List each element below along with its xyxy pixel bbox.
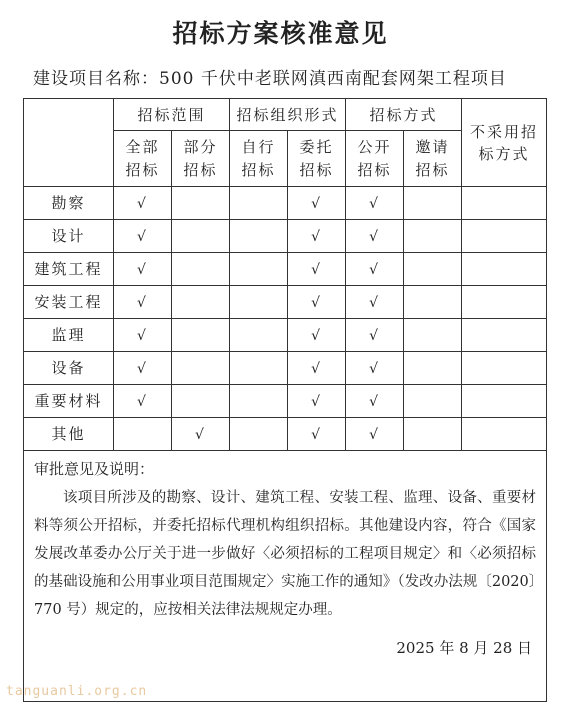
subheader-cell [114, 131, 172, 187]
check-cell [114, 286, 172, 319]
check-cell [172, 319, 230, 352]
checkmark: √ [311, 195, 322, 212]
checkmark: √ [311, 294, 322, 311]
check-cell [230, 220, 288, 253]
subheader-invited: 邀请招标 [415, 137, 450, 179]
checkmark: √ [137, 294, 148, 311]
checkmark: √ [311, 261, 322, 278]
opinion-body: 该项目所涉及的勘察、设计、建筑工程、安装工程、监理、设备、重要材料等须公开招标，并委托招标代理机构组织招标。其他建设内容，符合《国家发展改革委办公厅关于进一步做好〈必须招标的工程项目规定〉和〈必须招标的基础设施和公用事业项目范围规定〉实施工作的通知》（发改办法规〔2020〕770 号）规定的，应按相关法律法规规定办理。 [34, 490, 537, 618]
subheader-cell [230, 131, 288, 187]
header-row-1 [24, 99, 547, 131]
check-cell [288, 286, 346, 319]
check-cell [114, 418, 172, 451]
checkmark: √ [311, 360, 322, 377]
table-row [24, 385, 547, 418]
checkmark: √ [137, 393, 148, 410]
subheader-open: 公开招标 [357, 137, 392, 179]
table-row [24, 319, 547, 352]
checkmark: √ [369, 228, 380, 245]
table-row [24, 187, 547, 220]
opinion-cell [24, 451, 547, 702]
row-label: 设备 [24, 352, 114, 385]
check-cell [404, 319, 462, 352]
check-cell [346, 286, 404, 319]
checkmark: √ [137, 195, 148, 212]
check-cell [404, 352, 462, 385]
check-cell [230, 286, 288, 319]
check-cell [172, 286, 230, 319]
check-cell [114, 319, 172, 352]
opinion-label: 审批意见及说明： [34, 460, 155, 478]
checkmark: √ [369, 261, 380, 278]
subheader-cell [288, 131, 346, 187]
subheader-cell [346, 131, 404, 187]
checkmark: √ [369, 294, 380, 311]
checkmark: √ [369, 327, 380, 344]
subheader-cell [404, 131, 462, 187]
table-row [24, 418, 547, 451]
subheader-full: 全部招标 [125, 137, 160, 179]
row-label: 设计 [24, 220, 114, 253]
row-label: 勘察 [24, 187, 114, 220]
checkmark: √ [311, 393, 322, 410]
check-cell [172, 385, 230, 418]
check-cell [288, 352, 346, 385]
check-cell [288, 319, 346, 352]
row-label: 建筑工程 [24, 253, 114, 286]
subheader-cell [172, 131, 230, 187]
check-cell [230, 253, 288, 286]
check-cell [346, 418, 404, 451]
header-no-bidding-text: 不采用招标方式 [470, 122, 539, 163]
checkmark: √ [195, 426, 206, 443]
checkmark: √ [137, 327, 148, 344]
check-cell [462, 253, 547, 286]
table-row [24, 220, 547, 253]
check-cell [404, 286, 462, 319]
approval-table [23, 98, 547, 702]
row-label: 监理 [24, 319, 114, 352]
check-cell [404, 187, 462, 220]
check-cell [114, 220, 172, 253]
check-cell [346, 352, 404, 385]
check-cell [172, 253, 230, 286]
checkmark: √ [369, 360, 380, 377]
check-cell [230, 319, 288, 352]
check-cell [346, 319, 404, 352]
subheader-self: 自行招标 [241, 137, 276, 179]
opinion-row [24, 451, 547, 702]
table-row [24, 352, 547, 385]
table-row [24, 286, 547, 319]
check-cell [462, 352, 547, 385]
check-cell [462, 319, 547, 352]
check-cell [230, 352, 288, 385]
check-cell [172, 418, 230, 451]
watermark: tanguanli.org.cn [6, 684, 148, 699]
checkmark: √ [369, 393, 380, 410]
row-label: 安装工程 [24, 286, 114, 319]
checkmark: √ [311, 426, 322, 443]
check-cell [404, 220, 462, 253]
check-cell [172, 352, 230, 385]
subheader-entrusted: 委托招标 [299, 137, 334, 179]
row-label: 重要材料 [24, 385, 114, 418]
check-cell [230, 385, 288, 418]
check-cell [288, 187, 346, 220]
checkmark: √ [369, 195, 380, 212]
check-cell [288, 418, 346, 451]
check-cell [346, 220, 404, 253]
header-scope: 招标范围 [114, 99, 230, 131]
check-cell [462, 220, 547, 253]
row-label: 其他 [24, 418, 114, 451]
check-cell [288, 220, 346, 253]
check-cell [288, 385, 346, 418]
check-cell [172, 187, 230, 220]
table-body [24, 187, 547, 451]
check-cell [404, 253, 462, 286]
check-cell [346, 253, 404, 286]
checkmark: √ [137, 261, 148, 278]
checkmark: √ [311, 228, 322, 245]
opinion-date: 2025 年 8 月 28 日 [396, 639, 533, 657]
check-cell [114, 187, 172, 220]
check-cell [404, 385, 462, 418]
checkmark: √ [311, 327, 322, 344]
document-title: 招标方案核准意见 [172, 19, 389, 48]
checkmark: √ [137, 360, 148, 377]
header-org: 招标组织形式 [230, 99, 346, 131]
check-cell [114, 253, 172, 286]
subheader-partial: 部分招标 [183, 137, 218, 179]
check-cell [114, 385, 172, 418]
project-name: 建设项目名称：500 千伏中老联网滇西南配套网架工程项目 [33, 69, 507, 89]
check-cell [230, 418, 288, 451]
table-row [24, 253, 547, 286]
check-cell [346, 187, 404, 220]
check-cell [346, 385, 404, 418]
checkmark: √ [137, 228, 148, 245]
check-cell [462, 286, 547, 319]
header-method: 招标方式 [346, 99, 462, 131]
check-cell [462, 385, 547, 418]
check-cell [462, 187, 547, 220]
corner-cell [24, 99, 114, 187]
check-cell [114, 352, 172, 385]
checkmark: √ [369, 426, 380, 443]
check-cell [404, 418, 462, 451]
check-cell [230, 187, 288, 220]
check-cell [288, 253, 346, 286]
check-cell [172, 220, 230, 253]
check-cell [462, 418, 547, 451]
header-no-bidding [462, 99, 547, 187]
